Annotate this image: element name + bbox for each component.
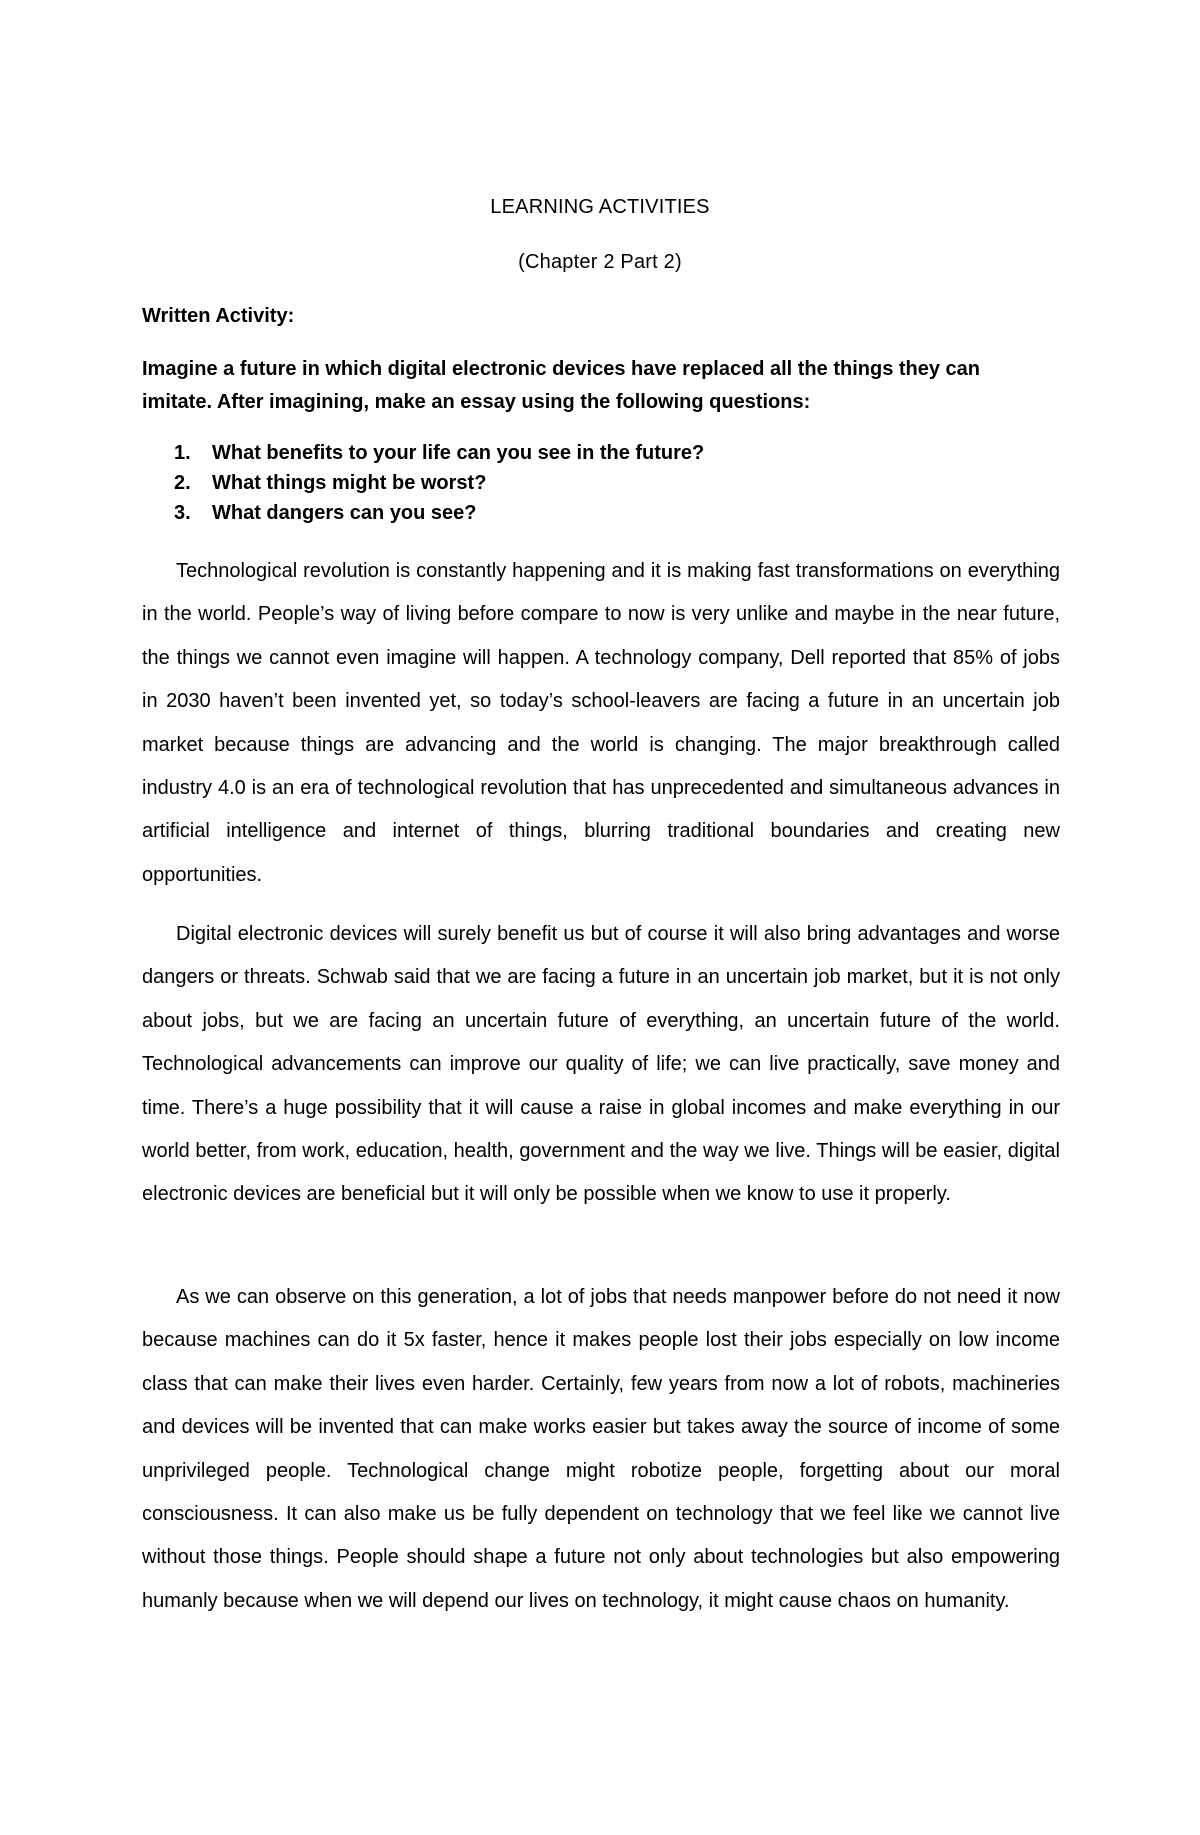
document-subtitle: (Chapter 2 Part 2) [518, 251, 682, 273]
question-list [142, 438, 704, 528]
document-title: LEARNING ACTIVITIES [490, 196, 710, 218]
activity-label: Written Activity: [142, 305, 295, 327]
question-text: What benefits to your life can you see in the future? [212, 442, 705, 464]
essay-paragraph: As we can observe on this generation, a lot of jobs that needs manpower before do not need it now because machines can do it 5x faster, hence it makes people lost their jobs especially on low income class that can make their lives even harder. Certainly, few years from now a lot of robots, machineries and devices will be invented that can make works easier but takes away the source of income of some unprivileged people. Technological change might robotize people, forgetting about our moral consciousness. It can also make us be fully dependent on technology that we feel like we cannot live without those things. People should shape a future not only about technologies but also empowering humanly because when we will depend our lives on technology, it might cause chaos on humanity. [142, 1286, 1060, 1612]
question-item [142, 438, 704, 468]
question-number: 3. [174, 502, 191, 524]
essay-paragraph: Digital electronic devices will surely benefit us but of course it will also bring advantages and worse dangers or threats. Schwab said that we are facing a future in an uncertain job market, but it is not only about jobs, but we are facing an uncertain future of everything, an uncertain future of the world. Technological advancements can improve our quality of life; we can live practically, save money and time. There’s a huge possibility that it will cause a raise in global incomes and make everything in our world better, from work, education, health, government and the way we live. Things will be easier, digital electronic devices are beneficial but it will only be possible when we know to use it properly. [142, 923, 1060, 1206]
question-item [142, 468, 704, 498]
question-number: 1. [174, 442, 191, 464]
question-text: What dangers can you see? [212, 502, 477, 524]
activity-prompt: Imagine a future in which digital electronic devices have replaced all the things they can imitate. After imagining, make an essay using the following questions: [142, 358, 981, 413]
essay-paragraph: Technological revolution is constantly happening and it is making fast transformations on everything in the world. People’s way of living before compare to now is very unlike and maybe in the near future, the things we cannot even imagine will happen. A technology company, Dell reported that 85% of jobs in 2030 haven’t been invented yet, so today’s school-leavers are facing a future in an uncertain job market because things are advancing and the world is changing. The major breakthrough called industry 4.0 is an era of technological revolution that has unprecedented and simultaneous advances in artificial intelligence and internet of things, blurring traditional boundaries and creating new opportunities. [142, 560, 1060, 886]
question-item [142, 498, 704, 528]
question-text: What things might be worst? [212, 472, 487, 494]
question-number: 2. [174, 472, 191, 494]
